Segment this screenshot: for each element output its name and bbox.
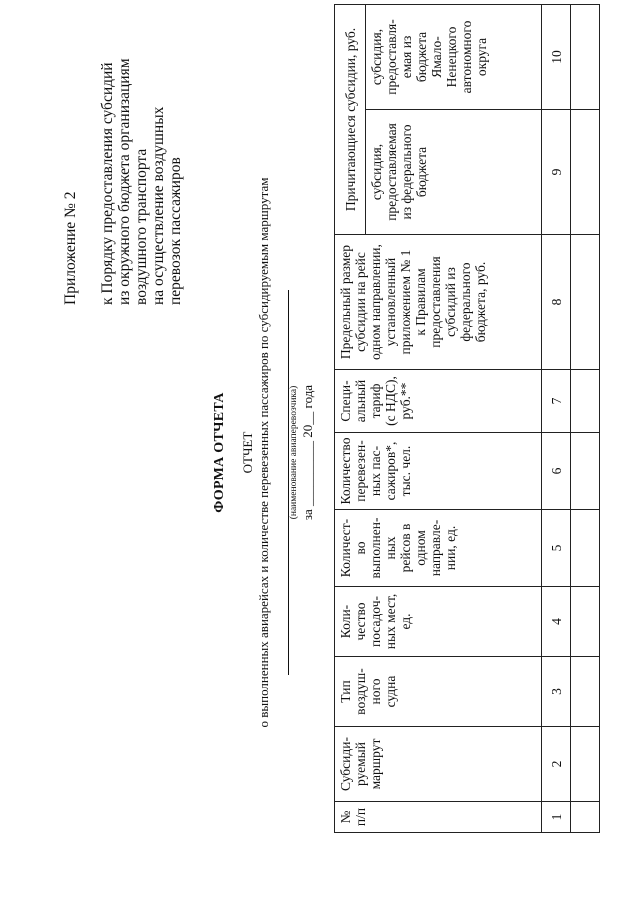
header-text: из федерального — [399, 124, 414, 220]
column-number: 10 — [542, 5, 571, 110]
header-text: бюджета — [414, 31, 429, 83]
report-heading: ОТЧЕТ — [240, 431, 255, 474]
header-text: сажиров*, — [383, 441, 398, 501]
header-text: судна — [383, 675, 398, 708]
empty-cell — [571, 510, 600, 587]
header-text: Ямало- — [429, 36, 444, 78]
header-text: к Правилам — [413, 268, 428, 336]
empty-cell — [571, 657, 600, 727]
annex-block — [62, 45, 184, 305]
header-text: направле- — [428, 519, 443, 577]
header-text: ных — [383, 536, 398, 560]
header-text: во — [353, 541, 368, 555]
header-text: руемый — [353, 742, 368, 786]
empty-cell — [571, 370, 600, 433]
column-number: 7 — [542, 370, 571, 433]
column-number: 2 — [542, 727, 571, 802]
annex-line: из окружного бюджета организациям — [116, 58, 133, 305]
header-text: тариф — [368, 383, 383, 419]
empty-cell — [571, 433, 600, 510]
header-text: посадоч- — [368, 596, 383, 648]
header-text: маршрут — [368, 738, 383, 790]
header-col-5 — [335, 510, 542, 587]
header-col-10 — [366, 5, 542, 110]
header-text: ед. — [398, 613, 413, 630]
header-text: Предельный размер — [338, 244, 353, 360]
header-col-9 — [366, 110, 542, 235]
header-text: ного — [368, 678, 383, 705]
header-text: Специ- — [338, 380, 353, 422]
header-text: одном — [413, 530, 428, 566]
carrier-hint: (наименование авиаперевозчика) — [289, 385, 299, 520]
header-text: Коли- — [338, 604, 353, 639]
header-text: (с НДС), — [383, 376, 398, 426]
header-group-subsidies: Причитающиеся субсидии, руб. — [335, 5, 366, 235]
header-text: тыс. чел. — [398, 445, 413, 497]
header-text: № — [338, 810, 353, 824]
header-text: ных пас- — [368, 445, 383, 497]
header-col-7 — [335, 370, 542, 433]
header-text: рейсов в — [398, 523, 413, 573]
report-subtitle: о выполненных авиарейсах и количестве перевезенных пассажиров по субсидируемым маршрутам — [256, 177, 271, 728]
header-text: ных мест, — [383, 593, 398, 650]
header-text: перевезен- — [353, 440, 368, 502]
header-text: субсидия, — [369, 143, 384, 201]
header-text: федерального — [458, 262, 473, 342]
column-number: 5 — [542, 510, 571, 587]
header-text: предоставления — [428, 256, 443, 348]
empty-cell — [571, 727, 600, 802]
header-row-1 — [335, 5, 366, 833]
column-number: 8 — [542, 235, 571, 370]
empty-cell — [571, 110, 600, 235]
report-period: за __________ 20__ года — [300, 384, 315, 521]
header-text: воздуш- — [353, 668, 368, 715]
header-text: Субсиди- — [338, 737, 353, 791]
header-col-3 — [335, 657, 542, 727]
header-text: округа — [474, 37, 489, 77]
header-text: субсидия, — [369, 28, 384, 86]
column-number: 9 — [542, 110, 571, 235]
empty-cell — [571, 802, 600, 833]
column-number: 4 — [542, 587, 571, 657]
header-text: Ненецкого — [444, 26, 459, 88]
empty-data-row — [571, 5, 600, 833]
report-table — [334, 4, 600, 833]
empty-cell — [571, 235, 600, 370]
header-text: приложением № 1 — [398, 249, 413, 355]
header-text: бюджета, руб. — [473, 261, 488, 343]
header-text: предоставля- — [384, 19, 399, 95]
annex-number: Приложение № 2 — [62, 191, 79, 305]
annex-line: перевозок пассажиров — [167, 157, 184, 305]
header-text: чество — [353, 602, 368, 641]
header-col-2 — [335, 727, 542, 802]
column-number: 1 — [542, 802, 571, 833]
header-col-4 — [335, 587, 542, 657]
header-text: Количество — [338, 437, 353, 505]
header-text: одном направлении, — [368, 244, 383, 360]
annex-line: на осуществление воздушных — [150, 106, 167, 305]
header-text: субсидии на рейс — [353, 252, 368, 352]
empty-cell — [571, 5, 600, 110]
annex-line: к Порядку предоставления субсидий — [99, 62, 116, 305]
column-number-row — [542, 5, 571, 833]
header-text: нии, ед. — [443, 525, 458, 571]
header-text: альный — [353, 379, 368, 423]
header-text: емая из — [399, 35, 414, 79]
header-text: Тип — [338, 680, 353, 703]
header-text: выполнен- — [368, 517, 383, 579]
header-text: п/п — [353, 807, 368, 827]
header-text: Количест- — [338, 518, 353, 578]
header-col-6 — [335, 433, 542, 510]
annex-line: воздушного транспорта — [133, 148, 150, 305]
header-text: руб.** — [398, 382, 413, 420]
header-text: автономного — [459, 20, 474, 94]
form-title: ФОРМА ОТЧЕТА — [212, 392, 227, 513]
column-number: 3 — [542, 657, 571, 727]
column-number: 6 — [542, 433, 571, 510]
header-text: бюджета — [414, 146, 429, 198]
header-text: предоставляемая — [384, 123, 399, 221]
header-col-1 — [335, 802, 542, 833]
header-text: установленный — [383, 257, 398, 347]
header-text: субсидий из — [443, 267, 458, 337]
empty-cell — [571, 587, 600, 657]
header-col-8 — [335, 235, 542, 370]
